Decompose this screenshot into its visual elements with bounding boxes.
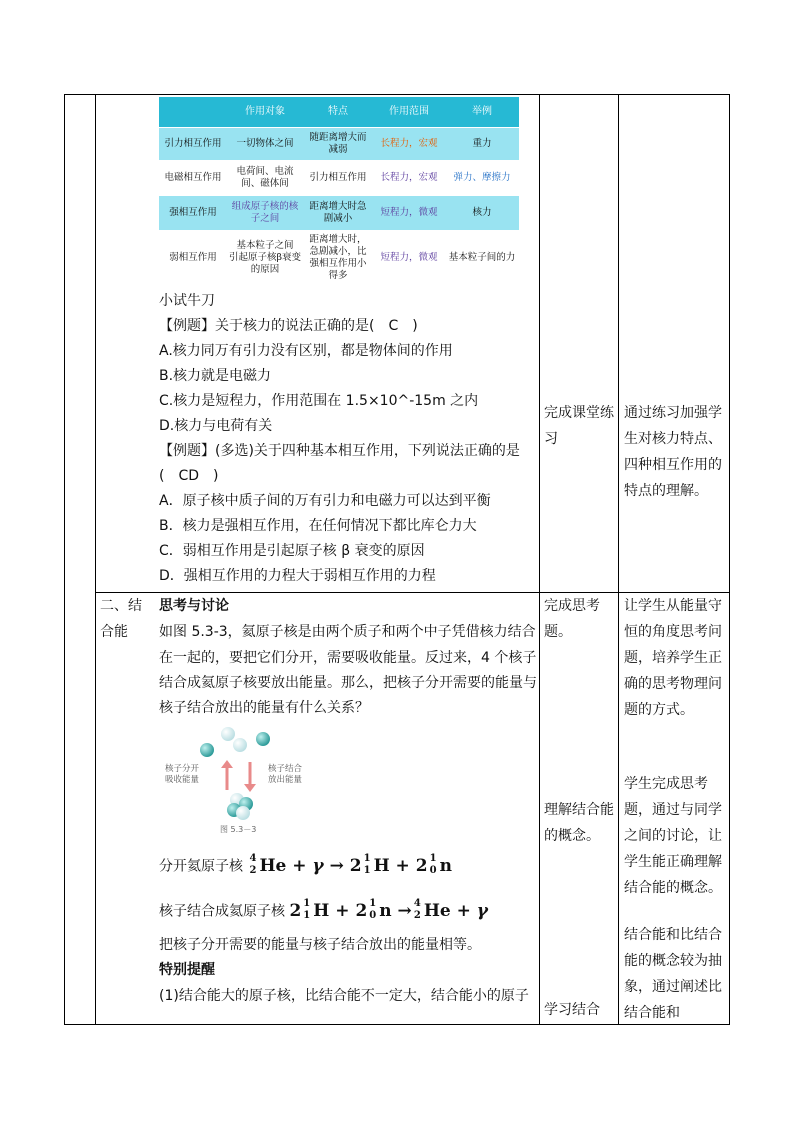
neutron-particle — [200, 743, 214, 757]
q2-option-c: C．弱相互作用是引起原子核 β 衰变的原因 — [159, 543, 425, 559]
col-divider — [95, 95, 96, 1024]
table-cell: 长程力，宏观 — [373, 161, 445, 196]
table-cell: 基本粒子之间 引起原子核β衰变的原因 — [227, 231, 303, 285]
table-cell: 引力相互作用 — [159, 128, 227, 161]
discussion-paragraph: 结合成氦原子核要放出能量。那么，把核子分开需要的能量与 — [159, 675, 537, 691]
student-activity: 完成思考题。 — [544, 598, 600, 640]
table-cell: 重力 — [445, 128, 519, 161]
neutron-particle — [256, 732, 270, 746]
table-row — [159, 128, 519, 161]
figure-label-right: 核子结合 放出能量 — [268, 764, 303, 785]
table-header-row — [159, 97, 519, 128]
design-intent: 结合能和比结合能的概念较为抽象，通过阐述比结合能和 — [624, 927, 722, 1021]
table-cell: 短程力，微观 — [373, 231, 445, 285]
table-header-cell: 作用范围 — [373, 97, 445, 128]
design-intent: 让学生从能量守恒的角度思考问题，培养学生正确的思考物理问题的方式。 — [624, 598, 722, 718]
nuclear-equation: 2 1 1 H + 2 1 0 n → 4 2 He + γ — [289, 898, 489, 921]
discussion-heading: 思考与讨论 — [159, 598, 229, 614]
section-label: 二、结合能 — [100, 598, 142, 640]
discussion-paragraph: 在一起的，要把它们分开，需要吸收能量。反过来，4 个核子 — [159, 650, 537, 666]
q2-option-b: B．核力是强相互作用，在任何情况下都比库仑力大 — [159, 518, 477, 534]
col-divider — [539, 95, 540, 1024]
formula-combine-helium — [159, 900, 488, 922]
discussion-paragraph: 如图 5.3-3，氦原子核是由两个质子和两个中子凭借核力结合 — [159, 624, 536, 640]
table-cell: 随距离增大而减弱 — [303, 128, 373, 161]
helium-nucleus — [236, 806, 250, 820]
tip-title: 特别提醒 — [159, 962, 215, 978]
design-intent: 学生完成思考题，通过与同学之间的讨论，让学生能正确理解结合能的概念。 — [624, 776, 722, 896]
student-activity: 理解结合能的概念。 — [544, 802, 614, 844]
formula-label: 核子结合成氦原子核 — [159, 903, 285, 920]
interactions-table — [159, 97, 519, 285]
table-cell: 一切物体之间 — [227, 128, 303, 161]
table-row — [159, 196, 519, 231]
question-1: 【例题】关于核力的说法正确的是( C ) — [159, 318, 418, 334]
table-cell: 电荷间、电流间、磁体间 — [227, 161, 303, 196]
table-cell: 核力 — [445, 196, 519, 231]
helium-nucleus-figure — [160, 720, 340, 840]
q2-option-d: D．强相互作用的力程大于弱相互作用的力程 — [159, 568, 436, 584]
arrow-down-icon — [244, 784, 256, 792]
question-2-answer: ( CD ) — [159, 468, 219, 484]
table-cell: 长程力，宏观 — [373, 128, 445, 161]
table-header-cell: 特点 — [303, 97, 373, 128]
table-cell: 电磁相互作用 — [159, 161, 227, 196]
formula-label: 分开氦原子核 — [159, 858, 243, 875]
conclusion: 把核子分开需要的能量与核子结合放出的能量相等。 — [159, 937, 481, 953]
col-divider — [618, 95, 619, 1024]
table-cell: 弹力、摩擦力 — [445, 161, 519, 196]
proton-particle — [233, 738, 247, 752]
discussion-paragraph: 核子结合放出的能量有什么关系？ — [159, 700, 369, 716]
q1-option-c: C.核力是短程力，作用范围在 1.5×10^-15m 之内 — [159, 393, 479, 409]
arrow-up-icon — [221, 760, 233, 768]
table-header-cell: 作用对象 — [227, 97, 303, 128]
table-row — [159, 161, 519, 196]
practice-title: 小试牛刀 — [159, 293, 215, 309]
proton-particle — [221, 727, 235, 741]
table-cell: 距离增大时急剧减小 — [303, 196, 373, 231]
q2-option-a: A．原子核中质子间的万有引力和电磁力可以达到平衡 — [159, 493, 491, 509]
table-cell: 短程力，微观 — [373, 196, 445, 231]
student-activity: 完成课堂练习 — [544, 405, 614, 447]
design-intent: 通过练习加强学生对核力特点、四种相互作用的特点的理解。 — [624, 405, 722, 499]
tip-text: (1)结合能大的原子核，比结合能不一定大，结合能小的原子 — [159, 988, 529, 1004]
figure-label-left: 核子分开 吸收能量 — [165, 764, 200, 785]
table-cell: 弱相互作用 — [159, 231, 227, 285]
table-cell: 组成原子核的核子之间 — [227, 196, 303, 231]
table-cell: 引力相互作用 — [303, 161, 373, 196]
question-2: 【例题】(多选)关于四种基本相互作用，下列说法正确的是 — [159, 443, 520, 459]
table-row — [159, 231, 519, 285]
table-cell: 强相互作用 — [159, 196, 227, 231]
formula-split-helium — [159, 855, 452, 877]
q1-option-a: A.核力同万有引力没有区别，都是物体间的作用 — [159, 343, 453, 359]
table-header-cell — [159, 97, 227, 128]
table-cell: 距离增大时，急剧减小，比强相互作用小得多 — [303, 231, 373, 285]
q1-option-b: B.核力就是电磁力 — [159, 368, 272, 384]
table-header-cell: 举例 — [445, 97, 519, 128]
nuclear-equation: 4 2 He + γ → 2 1 1 H + 2 1 0 n — [249, 853, 452, 876]
q1-option-d: D.核力与电荷有关 — [159, 418, 273, 434]
table-cell: 基本粒子间的力 — [445, 231, 519, 285]
student-activity: 学习结合 — [544, 1002, 600, 1018]
figure-caption: 图 5.3－3 — [220, 825, 257, 834]
